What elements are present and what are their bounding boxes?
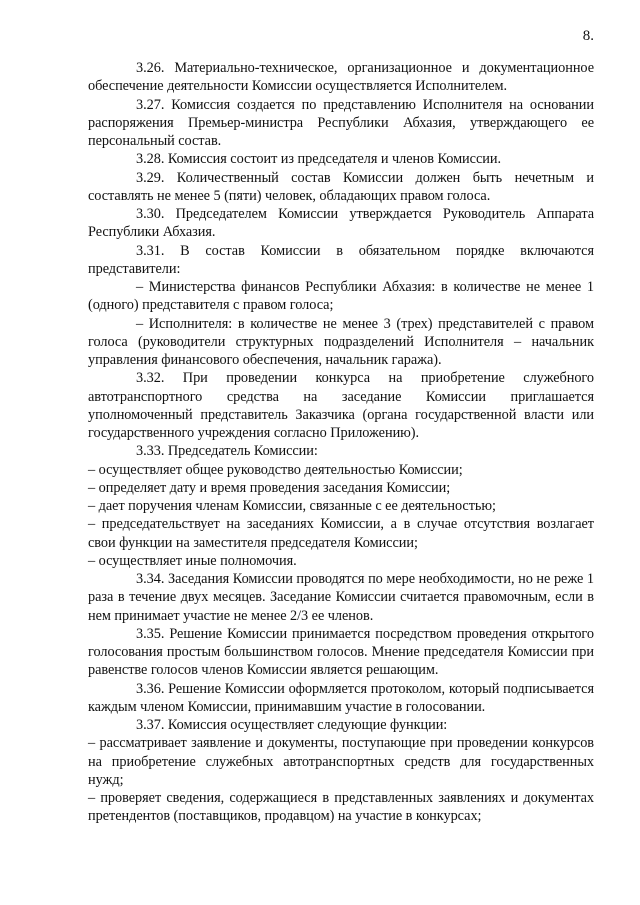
- paragraph-3-37: 3.37. Комиссия осуществляет следующие функции:: [136, 717, 448, 733]
- paragraph-3-33: 3.33. Председатель Комиссии:: [136, 443, 318, 460]
- paragraph-3-36: 3.36. Решение Комиссии оформляется протоколом, который подписывается каждым членом Комиссии, принимавшим участие в голосовании.: [88, 680, 594, 715]
- paragraph-3-26: 3.26. Материально-техническое, организационное и документационное обеспечение деятельности Комиссии осуществляется Исполнителем.: [88, 60, 594, 95]
- list-item: – определяет дату и время проведения заседания Комиссии;: [88, 479, 451, 496]
- list-item: – проверяет сведения, содержащиеся в представленных заявлениях и документах претендентов (поставщиков, продавцом) на участие в конкурсах;: [88, 790, 594, 825]
- list-item: – осуществляет общее руководство деятельностью Комиссии;: [88, 461, 463, 478]
- list-item: – рассматривает заявление и документы, поступающие при проведении конкурсов на приобретение служебных автотранспортных средств для государственных нужд;: [88, 735, 594, 788]
- list-item: – Исполнителя: в количестве не менее 3 (трех) представителей с правом голоса (руководители структурных подразделений Исполнителя – начальник управления финансового обеспечения, начальник гаража).: [88, 315, 594, 368]
- list-item: – осуществляет иные полномочия.: [88, 552, 297, 569]
- paragraph-3-29: 3.29. Количественный состав Комиссии должен быть нечетным и составлять не менее 5 (пяти) человек, обладающих правом голоса.: [88, 169, 594, 204]
- list-item: – Министерства финансов Республики Абхазия: в количестве не менее 1 (одного) представителя с правом голоса;: [88, 279, 594, 314]
- list-item: – дает поручения членам Комиссии, связанные с ее деятельностью;: [88, 498, 496, 514]
- paragraph-3-27: 3.27. Комиссия создается по представлению Исполнителя на основании распоряжения Премьер-министра Республики Абхазия, утверждающего ее персональный состав.: [88, 96, 594, 149]
- document-body: [88, 59, 594, 826]
- paragraph-3-34: 3.34. Заседания Комиссии проводятся по мере необходимости, но не реже 1 раза в течение двух месяцев. Заседание Комиссии считается правомочным, если в нем принимает участие не менее 2/3 ее членов.: [88, 571, 594, 624]
- paragraph-3-35: 3.35. Решение Комиссии принимается посредством проведения открытого голосования простым большинством голосов. Мнение председателя Комиссии при равенстве голосов членов Комиссии является решающим.: [88, 625, 594, 679]
- list-item: – председательствует на заседаниях Комиссии, а в случае отсутствия возлагает свои функции на заместителя председателя Комиссии;: [88, 516, 594, 551]
- paragraph-3-30: 3.30. Председателем Комиссии утверждается Руководитель Аппарата Республики Абхазия.: [88, 206, 594, 241]
- paragraph-3-32: 3.32. При проведении конкурса на приобретение служебного автотранспортного средства на заседание Комиссии приглашается уполномоченный представитель Заказчика (органа государственной власти или государственного учреждения согласно Приложению).: [88, 370, 594, 441]
- paragraph-3-31: 3.31. В состав Комиссии в обязательном порядке включаются представители:: [88, 242, 594, 277]
- paragraph-3-28: 3.28. Комиссия состоит из председателя и членов Комиссии.: [136, 151, 501, 168]
- page-number: 8.: [582, 28, 594, 44]
